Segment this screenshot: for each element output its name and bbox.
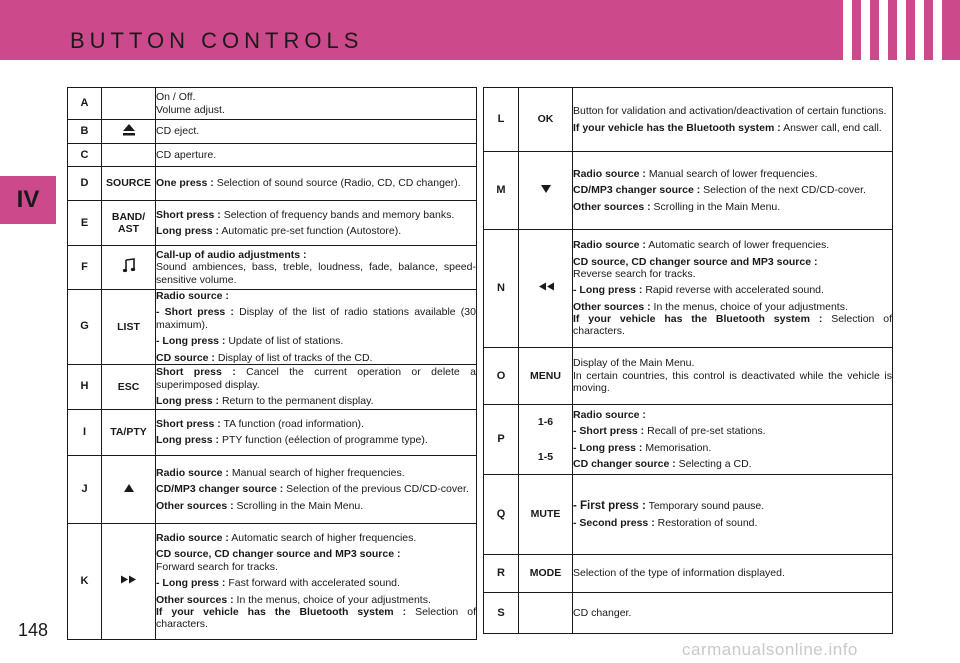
- fast-forward-icon: [120, 575, 138, 584]
- down-arrow-icon: [540, 184, 552, 194]
- table-row: K Radio source : Automatic search of higher frequencies. CD source, CD changer source and MP3 source : Forward search for tracks. - Long press : Fast forward with accelerated sound. Other sources : In the menus, choice of your adjustments. If your vehicle has the Bluetooth system : Selection of characters.: [68, 523, 477, 639]
- table-row: I TA/PTY Short press : TA function (road information). Long press : PTY function (eélection of programme type).: [68, 409, 477, 455]
- table-row: Q MUTE - First press : Temporary sound pause. - Second press : Restoration of sound.: [484, 475, 893, 555]
- table-row: L OK Button for validation and activation/deactivation of certain functions. If your vehicle has the Bluetooth system : Answer call, end call.: [484, 88, 893, 152]
- music-note-icon: [122, 258, 136, 273]
- table-row: O MENU Display of the Main Menu. In certain countries, this control is deactivated while the vehicle is moving.: [484, 348, 893, 405]
- table-row: [68, 88, 477, 120]
- table-row: B CD eject.: [68, 120, 477, 144]
- table-row: M Radio source : Manual search of lower frequencies. CD/MP3 changer source : Selection of the next CD/CD-cover. Other sources : Scrolling in the Main Menu.: [484, 152, 893, 230]
- table-row: H ESC Short press : Cancel the current operation or delete a superimposed display. Long press : Return to the permanent display.: [68, 364, 477, 409]
- table-row: S CD changer.: [484, 593, 893, 634]
- table-row: E BAND/ AST Short press : Selection of frequency bands and memory banks. Long press : Automatic pre-set function (Autostore).: [68, 201, 477, 246]
- table-row: N Radio source : Automatic search of lower frequencies. CD source, CD changer source and MP3 source : Reverse search for tracks. - Long press : Rapid reverse with accelerated sound. Other sources : In the menus, choice of your adjustments. If your vehicle has the Bluetooth system : Selection of characters.: [484, 230, 893, 348]
- row-description: On / Off. Volume adjust.: [156, 88, 477, 120]
- section-tab: IV: [0, 176, 56, 224]
- eject-icon: [122, 123, 136, 137]
- page-title: BUTTON CONTROLS: [70, 28, 364, 53]
- table-row: D SOURCE One press : Selection of sound source (Radio, CD, CD changer).: [68, 167, 477, 201]
- table-row: G LIST Radio source : - Short press : Display of the list of radio stations available (30 maximum). - Long press : Update of list of stations. CD source : Display of list of tracks of the CD.: [68, 290, 477, 365]
- table-row: R MODE Selection of the type of information displayed.: [484, 555, 893, 593]
- header-banner: [0, 0, 960, 60]
- page-number: 148: [18, 620, 49, 640]
- table-row: C CD aperture.: [68, 144, 477, 167]
- controls-table-left: [67, 87, 477, 640]
- row-key: A: [68, 88, 102, 120]
- up-arrow-icon: [123, 483, 135, 493]
- watermark: carmanualsonline.info: [682, 640, 858, 659]
- decorative-stripes: [840, 0, 960, 60]
- table-row: P 1-6 1-5 Radio source : - Short press : Recall of pre-set stations. - Long press : Memorisation. CD changer source : Selecting a CD.: [484, 405, 893, 475]
- controls-table-right: [483, 87, 893, 634]
- table-row: F Call-up of audio adjustments : Sound ambiences, bass, treble, loudness, fade, balance, speed-sensitive volume.: [68, 246, 477, 290]
- table-row: J Radio source : Manual search of higher frequencies. CD/MP3 changer source : Selection of the previous CD/CD-cover. Other sources : Scrolling in the Main Menu.: [68, 455, 477, 523]
- rewind-icon: [537, 282, 555, 291]
